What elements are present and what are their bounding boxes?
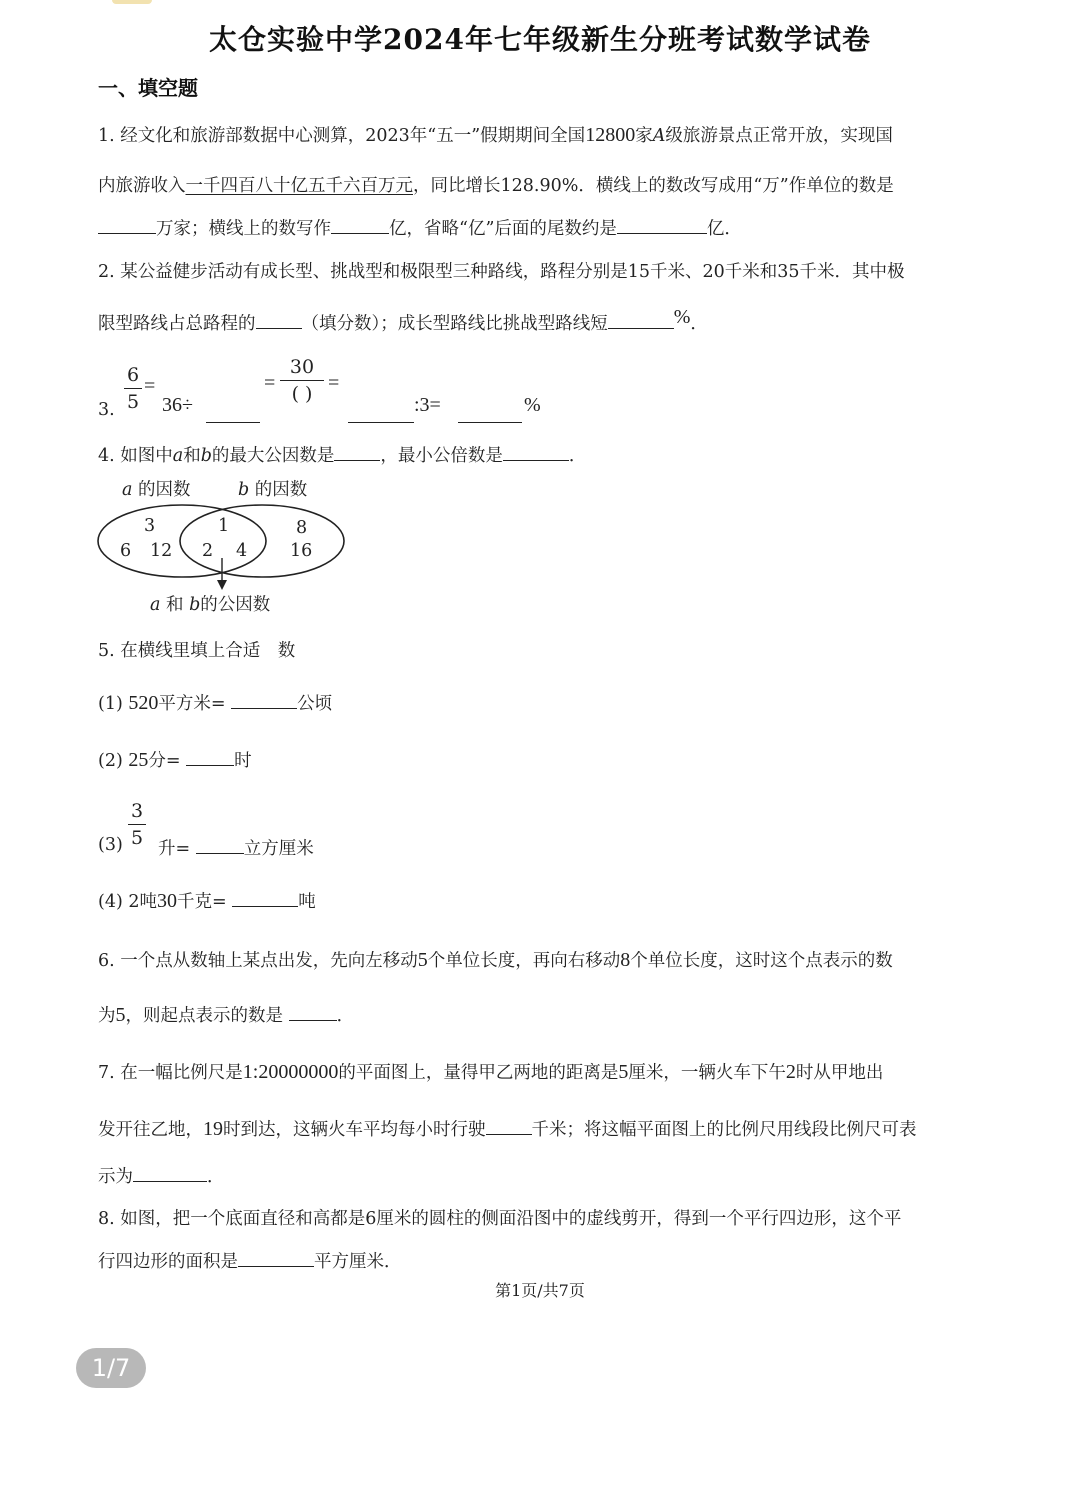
q3-number: 3. (98, 400, 115, 420)
top-decoration (112, 0, 152, 4)
q5-part-2: (2) 25分= 时 (98, 749, 252, 771)
q1-blank-1[interactable] (98, 215, 156, 234)
q1-line-1: 1. 经文化和旅游部数据中心测算，2023年“五一”假期期间全国12800家A级旅游景点正常开放，实现国 (98, 124, 893, 146)
q5-part-4: (4) 2吨30千克= 吨 (98, 890, 316, 912)
venn-diagram (94, 500, 354, 592)
venn-num: 3 (144, 516, 156, 536)
q5-stem: 5. 在横线里填上合适 数 (98, 641, 296, 661)
q3-fraction-2: 30 ( ) (280, 356, 324, 405)
q1-line-3: 万家；横线上的数写作 亿，省略“亿”后面的尾数约是 亿． (98, 215, 742, 240)
venn-arrow-head (217, 580, 227, 590)
q7-blank-1[interactable] (486, 1116, 532, 1135)
q1-blank-3[interactable] (617, 215, 707, 234)
q4-blank-1[interactable] (334, 442, 380, 461)
q3-equals-1: = (144, 375, 156, 397)
q5-part-3-label: (3) (98, 835, 123, 855)
q2-line-2: 限型路线占总路程的 （填分数）；成长型路线比挑战型路线短 %． (98, 306, 708, 334)
q6-line-1: 6. 一个点从数轴上某点出发，先向左移动5个单位长度，再向右移动8个单位长度，这时这个点表示的数 (98, 949, 893, 971)
venn-num: 16 (290, 541, 313, 561)
q2-blank-1[interactable] (256, 310, 302, 329)
section-heading: 一、填空题 (98, 76, 198, 100)
q7-blank-2[interactable] (133, 1163, 207, 1182)
venn-num: 12 (150, 541, 173, 561)
q7-line-3: 示为 ． (98, 1163, 225, 1188)
q8-line-2: 行四边形的面积是 平方厘米． (98, 1248, 402, 1273)
q4-blank-2[interactable] (503, 442, 569, 461)
page-footer: 第1页/共7页 (495, 1281, 585, 1300)
q1-line-2: 内旅游收入一千四百八十亿五千六百万元，同比增长128.90%．横线上的数改写成用“万”作单位的数是 (98, 176, 894, 196)
venn-num: 8 (296, 518, 308, 538)
q7-line-2: 发开往乙地，19时到达，这辆火车平均每小时行驶 千米；将这幅平面图上的比例尺用线段比例尺可表 (98, 1118, 917, 1140)
q3-equals-3: = (328, 372, 340, 394)
q3-division: 36÷ (162, 394, 193, 416)
q3-ratio: :3= (414, 394, 441, 416)
page-indicator[interactable]: 1/7 (76, 1348, 146, 1388)
q3-blank-1[interactable] (206, 404, 260, 423)
q8-blank[interactable] (238, 1248, 314, 1267)
q8-line-1: 8. 如图，把一个底面直径和高都是6厘米的圆柱的侧面沿图中的虚线剪开，得到一个平行四边形，这个平 (98, 1209, 902, 1229)
q5-blank-3[interactable] (196, 835, 244, 854)
q3-blank-3[interactable] (458, 404, 522, 423)
q5-part-1: (1) 520平方米= 公顷 (98, 692, 333, 714)
q7-line-1: 7. 在一幅比例尺是1:20000000的平面图上，量得甲乙两地的距离是5厘米，一辆火车下午2时从甲地出 (98, 1061, 884, 1083)
venn-label-b: b 的因数 (238, 480, 308, 500)
q6-line-2: 为5，则起点表示的数是 ． (98, 1004, 355, 1026)
venn-num: 1 (218, 516, 230, 536)
q2-line-1: 2. 某公益健步活动有成长型、挑战型和极限型三种路线，路程分别是15千米、20千米和35千米．其中极 (98, 262, 905, 282)
venn-common-label: a 和 b的公因数 (150, 595, 271, 615)
venn-label-a: a 的因数 (122, 480, 191, 500)
q6-blank[interactable] (289, 1002, 337, 1021)
q5-blank-2[interactable] (186, 747, 234, 766)
q1-underlined-number: 一千四百八十亿五千六百万元 (185, 176, 413, 196)
venn-num: 4 (236, 541, 248, 561)
q3-percent: % (524, 394, 541, 416)
q3-equals-2: = (264, 372, 276, 394)
q4-line: 4. 如图中a和b的最大公因数是 ，最小公倍数是 ． (98, 442, 586, 467)
q1-blank-2[interactable] (331, 215, 389, 234)
q2-blank-2[interactable] (608, 310, 674, 329)
venn-num: 6 (120, 541, 132, 561)
page-title: 太仓实验中学2024年七年级新生分班考试数学试卷 (209, 23, 871, 56)
q5-blank-4[interactable] (232, 888, 298, 907)
q3-fraction-1: 6 5 (124, 364, 142, 413)
q5-blank-1[interactable] (231, 690, 297, 709)
q5-fraction: 3 5 (128, 800, 146, 849)
venn-num: 2 (202, 541, 214, 561)
q5-part-3: 升= 立方厘米 (158, 835, 314, 860)
q3-blank-2[interactable] (348, 404, 414, 423)
